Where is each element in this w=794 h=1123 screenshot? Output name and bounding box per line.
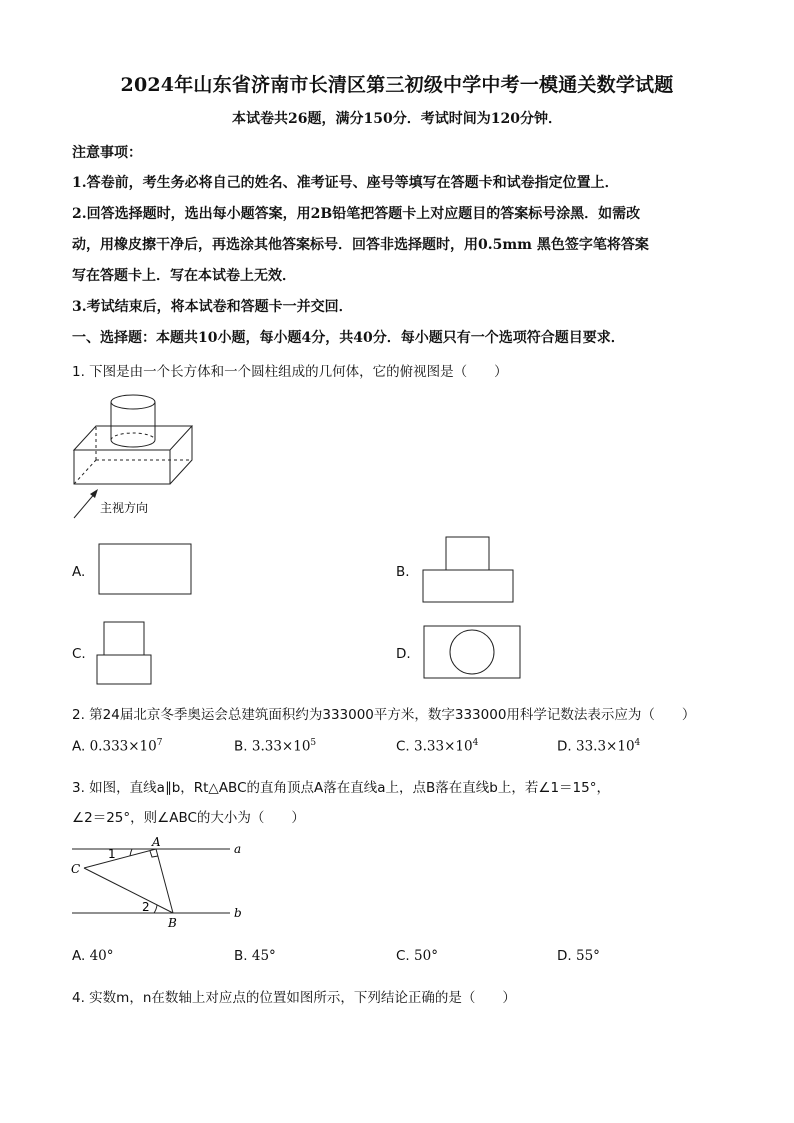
point-a-label: A — [152, 835, 161, 849]
q3-option-a[interactable] — [72, 948, 114, 964]
q1-option-a-label[interactable]: A. — [72, 564, 86, 580]
question-3-line-2: ∠2＝25°，则∠ABC的大小为（ ） — [72, 810, 305, 826]
note-item-2-line-2: 动，用橡皮擦干净后，再选涂其他答案标号．回答非选择题时，用0.5mm 黑色签字笔将答案 — [72, 237, 649, 253]
q2-option-a-exponent: 7 — [156, 738, 163, 748]
q3-option-d[interactable] — [557, 948, 600, 964]
q2-option-d-label: D. — [557, 738, 572, 755]
question-4-text: 4. 实数m，n在数轴上对应点的位置如图所示，下列结论正确的是（ ） — [72, 990, 516, 1006]
q1-option-c-figure[interactable] — [96, 621, 166, 687]
q3-option-d-label: D. — [557, 948, 572, 964]
question-3-line-1: 3. 如图，直线a∥b，Rt△ABC的直角顶点A落在直线a上，点B落在直线b上，若∠1＝15°， — [72, 780, 610, 796]
line-a-label: a — [234, 842, 242, 856]
q2-option-c-label: C. — [396, 738, 410, 755]
angle-1-label: 1 — [108, 847, 116, 861]
q3-option-b[interactable] — [234, 948, 276, 964]
q1-option-b-label[interactable]: B. — [396, 564, 410, 580]
q3-option-a-label: A. — [72, 948, 86, 964]
page-title: 2024年山东省济南市长清区第三初级中学中考一模通关数学试题 — [120, 74, 674, 96]
question-1-text: 1. 下图是由一个长方体和一个圆柱组成的几何体，它的俯视图是（ ） — [72, 364, 508, 380]
q2-option-d-exponent: 4 — [634, 738, 641, 748]
point-b-label: B — [168, 916, 177, 930]
q2-option-b[interactable] — [234, 738, 316, 755]
q2-option-a-mantissa: 0.333×10 — [89, 738, 157, 755]
q1-option-c-label[interactable]: C. — [72, 646, 86, 662]
q2-option-b-exponent: 5 — [310, 738, 317, 748]
q3-option-c-label: C. — [396, 948, 410, 964]
point-c-label: C — [71, 862, 81, 876]
q1-option-d-figure[interactable] — [423, 625, 523, 683]
note-item-3: 3.考试结束后，将本试卷和答题卡一并交回． — [72, 299, 353, 315]
q3-option-a-value: 40° — [89, 948, 114, 964]
q3-option-b-label: B. — [234, 948, 248, 964]
q3-option-c[interactable] — [396, 948, 438, 964]
q2-option-c[interactable] — [396, 738, 478, 755]
q2-option-b-mantissa: 3.33×10 — [251, 738, 311, 755]
q2-option-c-mantissa: 3.33×10 — [414, 738, 473, 755]
q2-option-c-exponent: 4 — [472, 738, 479, 748]
question-1-solid-figure — [66, 388, 266, 528]
note-item-2-line-1: 2.回答选择题时，选出每小题答案，用2B铅笔把答题卡上对应题目的答案标号涂黑．如需改 — [72, 206, 641, 222]
q2-option-a[interactable] — [72, 738, 162, 755]
q1-option-b-figure[interactable] — [422, 536, 522, 606]
q2-option-d-mantissa: 33.3×10 — [575, 738, 635, 755]
q1-option-d-label[interactable]: D. — [396, 646, 411, 662]
note-item-2-line-3: 写在答题卡上．写在本试卷上无效． — [72, 268, 296, 284]
notes-heading: 注意事项： — [72, 145, 142, 161]
q1-option-a-figure[interactable] — [98, 543, 198, 599]
q3-option-b-value: 45° — [251, 948, 276, 964]
section-1-heading: 一、选择题：本题共10小题，每小题4分，共40分．每小题只有一个选项符合题目要求． — [72, 330, 625, 346]
q2-option-b-label: B. — [234, 738, 248, 755]
question-2-text: 2. 第24届北京冬季奥运会总建筑面积约为333000平方米，数字333000用科学记数法表示应为（ ） — [72, 707, 696, 723]
page-subtitle: 本试卷共26题，满分150分．考试时间为120分钟． — [232, 111, 562, 127]
q3-option-d-value: 55° — [575, 948, 600, 964]
angle-2-label: 2 — [142, 900, 150, 914]
q2-option-a-label: A. — [72, 738, 86, 755]
q3-option-c-value: 50° — [414, 948, 438, 964]
note-item-1: 1.答卷前，考生务必将自己的姓名、准考证号、座号等填写在答题卡和试卷指定位置上． — [72, 175, 619, 191]
question-3-geometry-figure — [70, 836, 270, 931]
line-b-label: b — [234, 906, 242, 920]
q2-option-d[interactable] — [557, 738, 640, 755]
view-direction-label: 主视方向 — [100, 501, 149, 515]
